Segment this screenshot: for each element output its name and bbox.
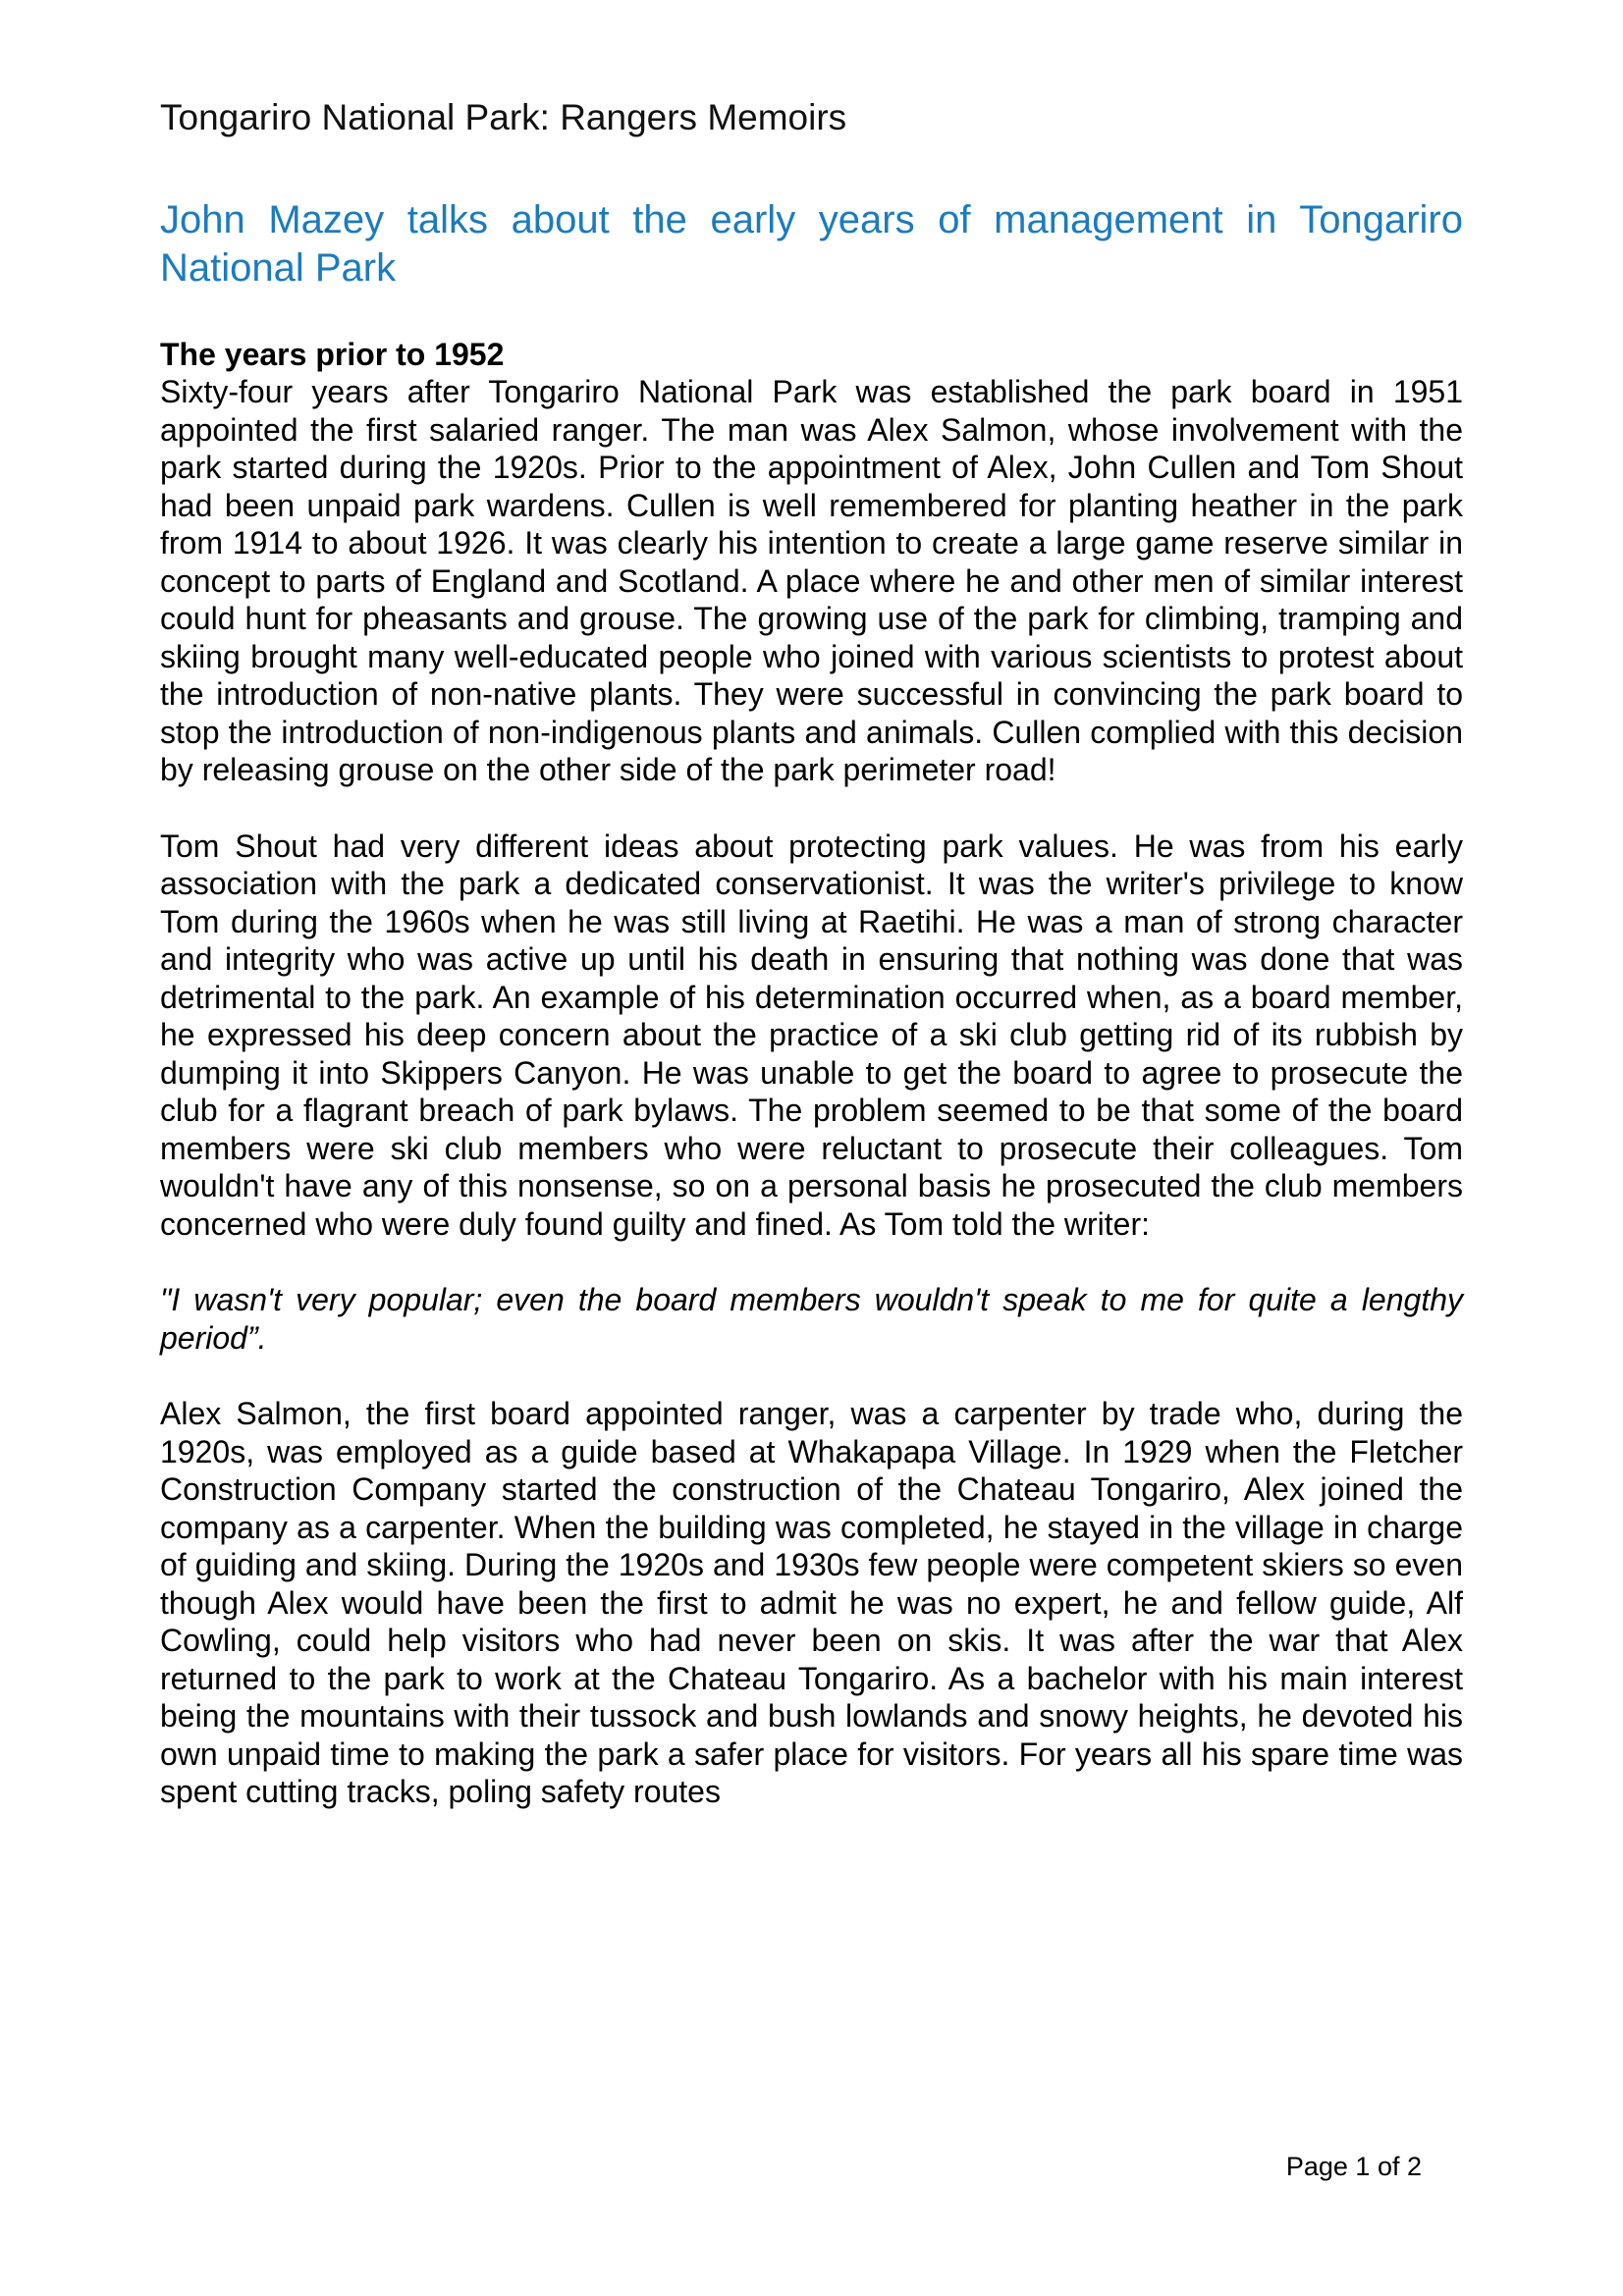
article-heading: John Mazey talks about the early years of management in Tongariro National Park	[160, 198, 1463, 291]
paragraph-alex-salmon: Alex Salmon, the first board appointed ranger, was a carpenter by trade who, during the 1920s, was employed as a guide based at Whakapapa Village. In 1929 when the Fletcher Construction Company started the construction of the Chateau Tongariro, Alex joined the company as a carpenter. When the building was completed, he stayed in the village in charge of guiding and skiing. During the 1920s and 1930s few people were competent skiers so even though Alex would have been the first to admit he was no expert, he and fellow guide, Alf Cowling, could help visitors who had never been on skis. It was after the war that Alex returned to the park to work at the Chateau Tongariro. As a bachelor with his main interest being the mountains with their tussock and bush lowlands and snowy heights, he devoted his own unpaid time to making the park a safer place for visitors. For years all his spare time was spent cutting tracks, poling safety routes	[160, 1396, 1463, 1810]
page-number-label: Page 1 of 2	[1285, 2152, 1422, 2181]
section-subheading: The years prior to 1952	[160, 336, 505, 372]
paragraph-tom-shout: Tom Shout had very different ideas about protecting park values. He was from his early association with the park a dedicated conservationist. It was the writer's privilege to know Tom during the 1960s when he was still living at Raetihi. He was a man of strong character and integrity who was active up until his death in ensuring that nothing was done that was detrimental to the park. An example of his determination occurred when, as a board member, he expressed his deep concern about the practice of a ski club getting rid of its rubbish by dumping it into Skippers Canyon. He was unable to get the board to agree to prosecute the club for a flagrant breach of park bylaws. The problem seemed to be that some of the board members were ski club members who were reluctant to prosecute their colleagues. Tom wouldn't have any of this nonsense, so on a personal basis he prosecuted the club members concerned who were duly found guilty and fined. As Tom told the writer:	[160, 828, 1463, 1242]
paragraph-prior-1952-part1: Sixty-four years after Tongariro National Park was established the park board in 1951 appointed the first salaried ranger. The man was Alex Salmon, whose involvement with the park started during the 1920s. Prior to the appointment of Alex, John Cullen and Tom Shout had been unpaid park wardens. Cullen is well remembered for planting heather in the park from 1914 to about 1926. It was clearly his intention to create a large game reserve similar in concept to parts of England and Scotland. A place where he and other men of similar interest could hunt for pheasants and grouse. The growing use of the park for climbing, tramping and skiing brought many well-educated people who joined with various scientists to protest about the introduction of non-native plants. They were successful in convincing the park board to stop the introduction of non-indigenous plants and animals. Cullen complied with this decision by releasing grouse on the other side of the park perimeter road!	[160, 374, 1463, 788]
page-title: Tongariro National Park: Rangers Memoirs	[160, 97, 847, 137]
quote-paragraph: "I wasn't very popular; even the board members wouldn't speak to me for quite a lengthy period”.	[160, 1282, 1463, 1356]
